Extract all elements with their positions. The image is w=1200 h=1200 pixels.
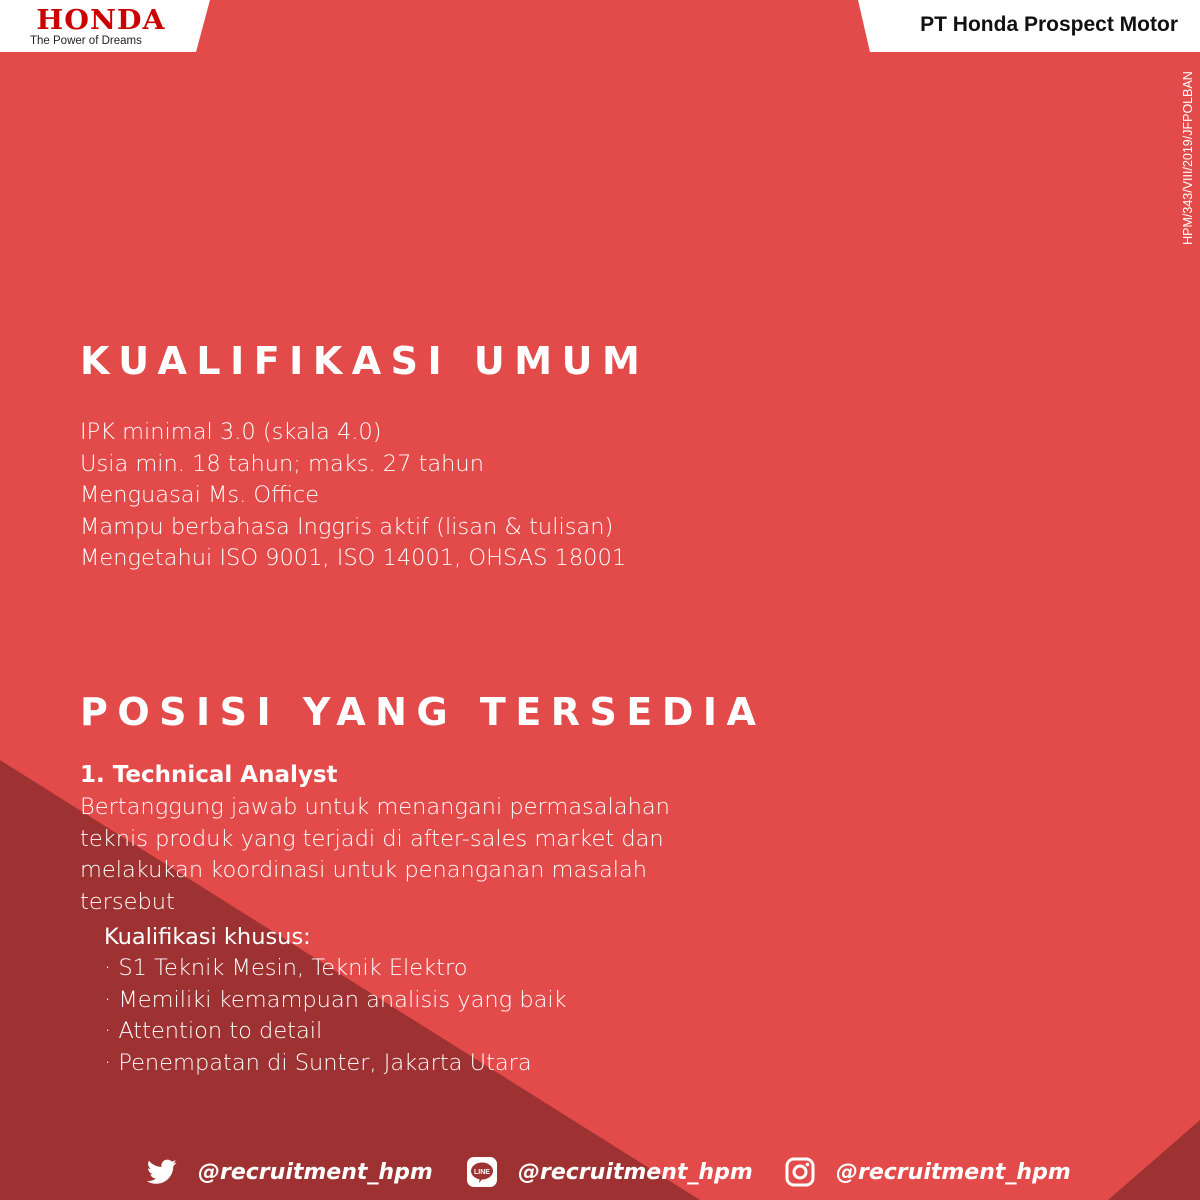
description-line: teknis produk yang terjadi di after-sales market dan (80, 825, 664, 852)
positions-heading: POSISI YANG TERSEDIA (80, 690, 766, 734)
twitter-handle (146, 1152, 433, 1192)
twitter-icon (146, 1156, 178, 1188)
line-icon (466, 1156, 498, 1188)
line-handle-text: @recruitment_hpm (518, 1159, 753, 1185)
line-handle (466, 1152, 753, 1192)
logo-tagline: The Power of Dreams (30, 35, 142, 47)
description-line: tersebut (80, 888, 175, 915)
instagram-icon (784, 1156, 816, 1188)
job-title: 1. Technical Analyst (80, 762, 338, 788)
job-description (80, 792, 670, 918)
description-line: melakukan koordinasi untuk penanganan masalah (80, 857, 648, 883)
list-item: · S1 Teknik Mesin, Teknik Elektro (104, 953, 567, 985)
general-qualifications-list (80, 417, 626, 575)
list-item: · Penempatan di Sunter, Jakarta Utara (104, 1048, 567, 1080)
company-label (850, 0, 1200, 52)
reference-code: HPM/343/VIII/2019/JFPOLBAN (1181, 71, 1195, 245)
instagram-handle-text: @recruitment_hpm (836, 1159, 1071, 1185)
logo-wordmark: HONDA (36, 5, 166, 36)
line-icon-label: LINE (474, 1169, 490, 1176)
list-item: · Memiliki kemampuan analisis yang baik (104, 985, 567, 1017)
list-item: Usia min. 18 tahun; maks. 27 tahun (80, 450, 484, 477)
honda-logo (0, 0, 210, 52)
special-qualifications-heading: Kualifikasi khusus: (104, 924, 311, 950)
list-item: · Attention to detail (104, 1016, 567, 1048)
company-name: PT Honda Prospect Motor (920, 13, 1178, 36)
list-item: Menguasai Ms. Office (80, 482, 320, 508)
list-item: Mengetahui ISO 9001, ISO 14001, OHSAS 18001 (80, 545, 627, 571)
twitter-handle-text: @recruitment_hpm (198, 1159, 433, 1185)
description-line: Bertanggung jawab untuk menangani permasalahan (80, 794, 670, 820)
instagram-handle (784, 1152, 1071, 1192)
list-item: Mampu berbahasa Inggris aktif (lisan & tulisan) (80, 513, 614, 540)
general-qualifications-heading: KUALIFIKASI UMUM (80, 339, 650, 383)
list-item: IPK minimal 3.0 (skala 4.0) (80, 419, 382, 445)
special-qualifications-list (104, 953, 567, 1079)
